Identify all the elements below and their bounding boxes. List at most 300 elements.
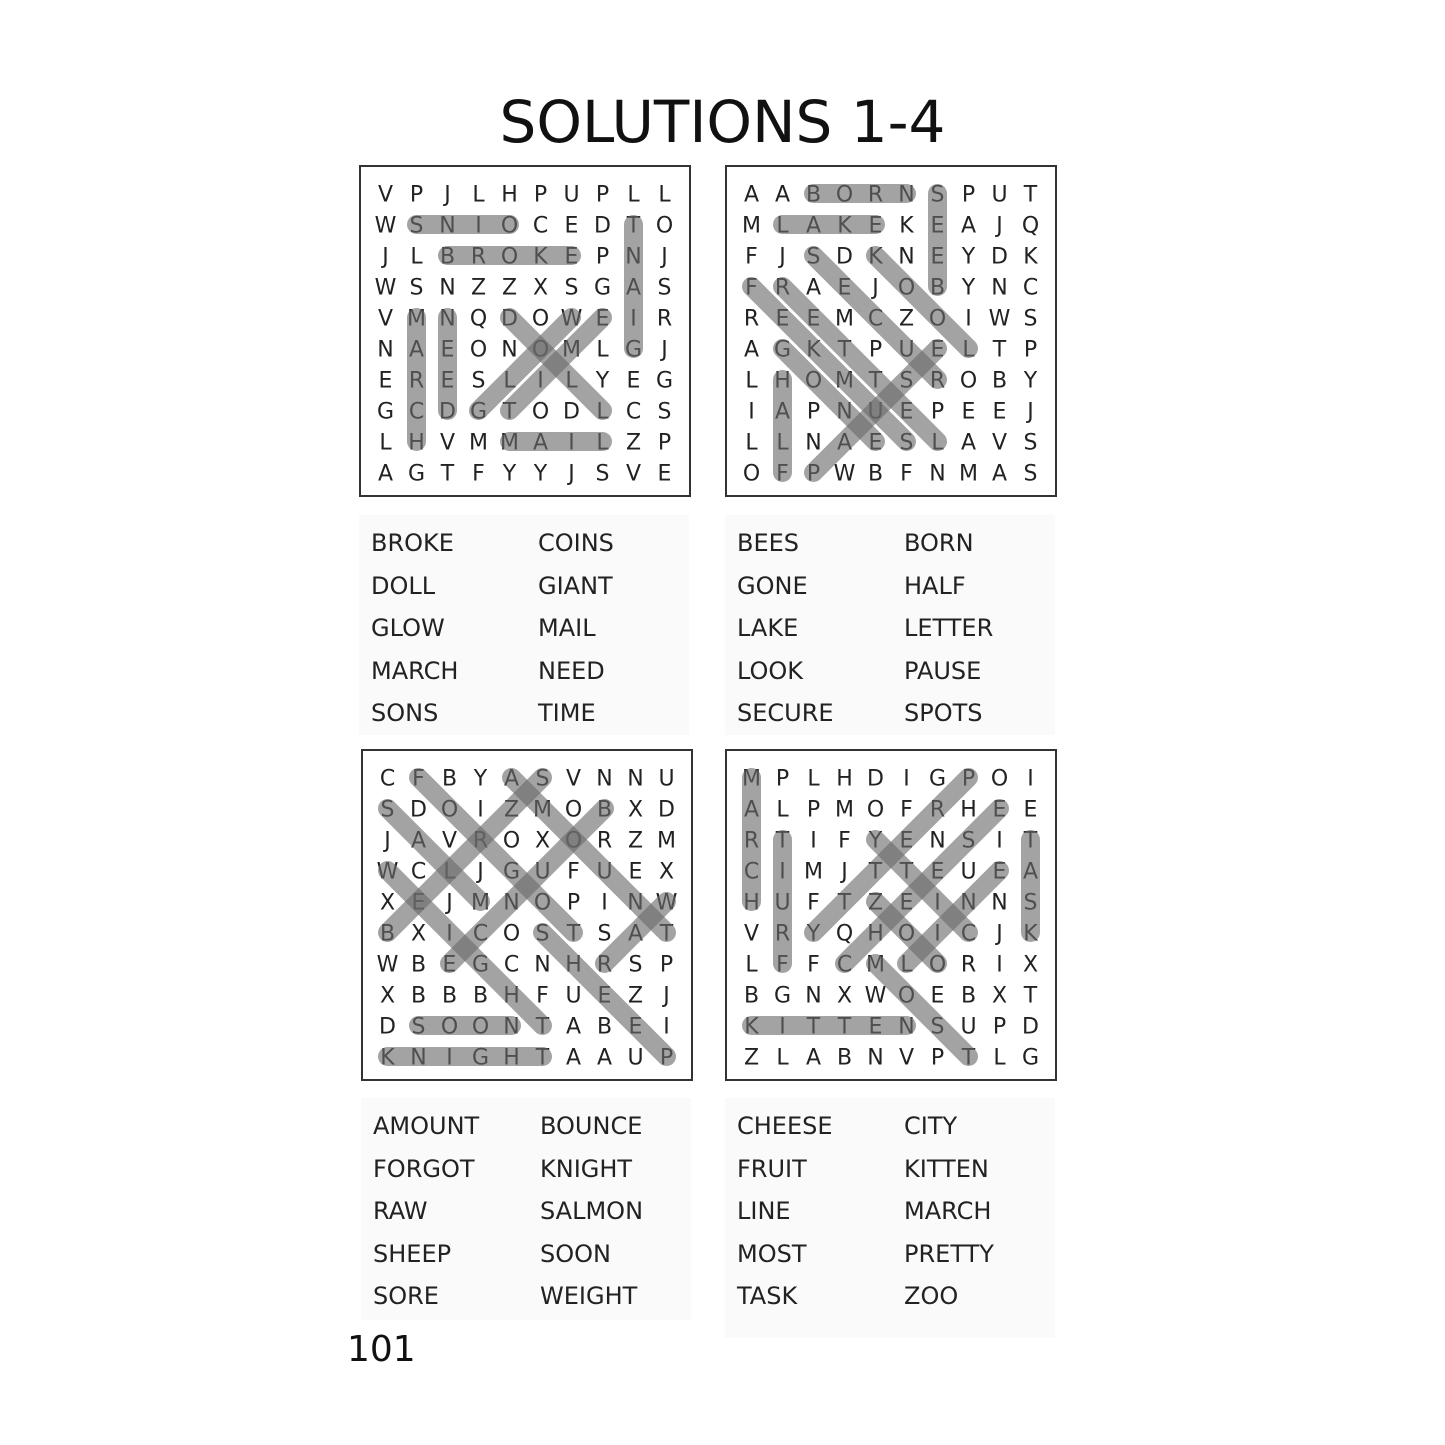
grid-letter: U	[563, 182, 580, 208]
grid-letter: E	[595, 306, 610, 332]
grid-letter: L	[745, 430, 758, 456]
grid-letter: J	[477, 859, 484, 885]
grid-letter: T	[626, 213, 641, 239]
grid-letter: I	[663, 1014, 670, 1040]
grid-letter: F	[838, 828, 851, 854]
grid-letter: Z	[627, 983, 644, 1009]
grid-letter: G	[407, 461, 426, 487]
grid-letter: E	[378, 368, 393, 394]
grid-letter: W	[376, 952, 399, 978]
grid-letter: A	[532, 430, 549, 456]
grid-letter: A	[774, 182, 791, 208]
word-list-item: MAIL	[538, 614, 596, 642]
grid-letter: P	[595, 182, 610, 208]
grid-letter: M	[500, 430, 519, 456]
grid-letter: L	[658, 182, 671, 208]
word-list-item: ZOO	[904, 1282, 959, 1310]
grid-letter: I	[934, 890, 941, 916]
grid-letter: P	[961, 182, 976, 208]
grid-letter: M	[407, 306, 426, 332]
grid-letter: J	[661, 244, 668, 270]
grid-letter: C	[532, 213, 549, 239]
grid-letter: O	[469, 337, 488, 363]
grid-letter: B	[743, 983, 760, 1009]
grid-letter: D	[836, 244, 853, 270]
grid-letter: B	[991, 368, 1008, 394]
grid-letter: I	[810, 828, 817, 854]
grid-letter: C	[743, 859, 760, 885]
grid-letter: B	[929, 275, 946, 301]
grid-letter: A	[625, 275, 642, 301]
grid-letter: T	[868, 859, 883, 885]
grid-letter: C	[472, 921, 489, 947]
grid-letter: N	[627, 766, 644, 792]
grid-letter: E	[992, 797, 1007, 823]
grid-letter: R	[472, 828, 489, 854]
grid-letter: Z	[898, 306, 915, 332]
word-list-item: PAUSE	[904, 656, 982, 685]
grid-letter: W	[864, 983, 887, 1009]
grid-letter: I	[630, 306, 637, 332]
grid-letter: T	[868, 368, 883, 394]
grid-letter: Q	[1021, 213, 1040, 239]
grid-letter: O	[440, 797, 459, 823]
grid-letter: I	[779, 859, 786, 885]
grid-letter: N	[625, 244, 642, 270]
word-list-item: NEED	[538, 656, 605, 685]
grid-letter: M	[533, 797, 552, 823]
grid-letter: W	[560, 306, 583, 332]
grid-svg	[727, 167, 1055, 495]
grid-letter: L	[596, 399, 609, 425]
grid-letter: F	[776, 952, 789, 978]
grid-letter: E	[930, 859, 945, 885]
word-list-item: TIME	[538, 699, 596, 727]
grid-letter: E	[597, 983, 612, 1009]
grid-letter: P	[659, 952, 674, 978]
grid-letter: U	[658, 766, 675, 792]
word-list-item: SORE	[373, 1282, 439, 1310]
grid-letter: J	[996, 921, 1003, 947]
grid-letter: N	[501, 337, 518, 363]
grid-letter: E	[930, 983, 945, 1009]
grid-letter: C	[625, 399, 642, 425]
grid-letter: I	[779, 1014, 786, 1040]
grid-letter: Y	[961, 244, 976, 270]
grid-letter: Z	[625, 430, 642, 456]
grid-letter: J	[384, 828, 391, 854]
grid-letter: D	[867, 766, 884, 792]
grid-letter: F	[472, 461, 485, 487]
grid-letter: S	[930, 182, 945, 208]
word-list-2	[725, 515, 1055, 735]
grid-letter: X	[379, 890, 396, 916]
grid-letter: K	[899, 213, 914, 239]
grid-letter: B	[867, 461, 884, 487]
grid-letter: H	[503, 1045, 520, 1071]
grid-letter: E	[626, 368, 641, 394]
grid-letter: W	[988, 306, 1011, 332]
grid-letter: R	[929, 368, 946, 394]
grid-letter: S	[535, 921, 550, 947]
grid-letter: O	[471, 1014, 490, 1040]
word-list-item: FORGOT	[373, 1154, 475, 1183]
word-list-item: LINE	[737, 1197, 791, 1225]
grid-letter: E	[868, 430, 883, 456]
grid-letter: N	[991, 275, 1008, 301]
grid-letter: U	[627, 1045, 644, 1071]
grid-letter: I	[996, 952, 1003, 978]
grid-letter: S	[961, 828, 976, 854]
word-list-4	[725, 1098, 1055, 1338]
grid-letter: J	[446, 890, 453, 916]
grid-letter: S	[930, 1014, 945, 1040]
grid-letter: D	[563, 399, 580, 425]
grid-letter: A	[991, 461, 1008, 487]
grid-letter: N	[805, 983, 822, 1009]
grid-letter: O	[990, 766, 1009, 792]
grid-letter: J	[568, 461, 575, 487]
grid-letter: Y	[806, 921, 821, 947]
puzzle-grid-4	[725, 749, 1057, 1081]
grid-letter: N	[960, 890, 977, 916]
grid-letter: I	[477, 797, 484, 823]
grid-letter: R	[408, 368, 425, 394]
grid-letter: O	[897, 983, 916, 1009]
grid-letter: O	[959, 368, 978, 394]
grid-letter: Y	[868, 828, 883, 854]
grid-letter: O	[531, 399, 550, 425]
grid-letter: S	[628, 952, 643, 978]
grid-letter: A	[503, 766, 520, 792]
grid-letter: G	[469, 399, 488, 425]
grid-letter: E	[899, 399, 914, 425]
grid-letter: B	[472, 983, 489, 1009]
word-list-1	[359, 515, 689, 735]
grid-letter: O	[564, 797, 583, 823]
grid-letter: M	[742, 766, 761, 792]
word-list-item: GLOW	[371, 614, 445, 642]
grid-letter: A	[627, 921, 644, 947]
grid-letter: E	[1023, 797, 1038, 823]
grid-letter: O	[500, 213, 519, 239]
grid-letter: N	[596, 766, 613, 792]
grid-letter: M	[835, 306, 854, 332]
grid-letter: W	[833, 461, 856, 487]
grid-letter: O	[531, 306, 550, 332]
grid-letter: X	[991, 983, 1008, 1009]
grid-letter: L	[596, 430, 609, 456]
grid-letter: M	[866, 952, 885, 978]
grid-letter: E	[440, 368, 455, 394]
grid-letter: X	[379, 983, 396, 1009]
grid-letter: E	[775, 306, 790, 332]
word-list-item: SALMON	[540, 1197, 644, 1225]
word-list-item: FRUIT	[737, 1154, 807, 1183]
grid-letter: H	[408, 430, 425, 456]
grid-letter: A	[596, 1045, 613, 1071]
grid-letter: D	[658, 797, 675, 823]
grid-letter: W	[374, 275, 397, 301]
grid-letter: N	[410, 1045, 427, 1071]
grid-letter: N	[898, 244, 915, 270]
grid-letter: T	[837, 890, 852, 916]
grid-letter: J	[382, 244, 389, 270]
grid-svg	[727, 751, 1055, 1079]
grid-letter: L	[472, 182, 485, 208]
grid-letter: S	[411, 1014, 426, 1040]
grid-letter: P	[868, 337, 883, 363]
grid-letter: I	[1027, 766, 1034, 792]
grid-letter: P	[930, 1045, 945, 1071]
grid-letter: M	[562, 337, 581, 363]
grid-letter: T	[961, 1045, 976, 1071]
grid-letter: N	[439, 306, 456, 332]
grid-letter: D	[1022, 1014, 1039, 1040]
grid-letter: E	[992, 859, 1007, 885]
grid-letter: S	[409, 275, 424, 301]
grid-letter: F	[807, 890, 820, 916]
grid-letter: A	[805, 213, 822, 239]
grid-letter: P	[657, 430, 672, 456]
grid-letter: O	[835, 182, 854, 208]
grid-letter: R	[470, 244, 487, 270]
grid-svg	[361, 167, 689, 495]
grid-letter: B	[596, 1014, 613, 1040]
highlight-most	[876, 964, 969, 1057]
grid-letter: I	[446, 1045, 453, 1071]
grid-letter: B	[410, 983, 427, 1009]
grid-letter: O	[502, 921, 521, 947]
grid-letter: Y	[533, 461, 548, 487]
grid-letter: L	[443, 859, 456, 885]
word-list-item: TASK	[737, 1282, 798, 1310]
grid-letter: C	[836, 952, 853, 978]
word-list-item: WEIGHT	[540, 1282, 638, 1310]
grid-letter: N	[867, 1045, 884, 1071]
grid-letter: S	[535, 766, 550, 792]
grid-letter: L	[776, 1045, 789, 1071]
grid-letter: M	[469, 430, 488, 456]
grid-letter: T	[535, 1045, 550, 1071]
grid-letter: T	[659, 921, 674, 947]
grid-letter: S	[657, 399, 672, 425]
grid-letter: E	[868, 1014, 883, 1040]
grid-letter: N	[439, 275, 456, 301]
grid-letter: G	[773, 983, 792, 1009]
grid-letter: A	[1022, 859, 1039, 885]
word-list-item: KITTEN	[904, 1154, 989, 1183]
grid-letter: S	[1023, 461, 1038, 487]
grid-letter: E	[961, 399, 976, 425]
grid-letter: T	[502, 399, 517, 425]
grid-letter: A	[408, 337, 425, 363]
grid-letter: E	[806, 306, 821, 332]
grid-letter: E	[657, 461, 672, 487]
grid-letter: A	[805, 275, 822, 301]
grid-letter: D	[991, 244, 1008, 270]
grid-letter: O	[564, 828, 583, 854]
grid-letter: R	[774, 921, 791, 947]
grid-letter: I	[965, 306, 972, 332]
word-list-item: LOOK	[737, 656, 804, 685]
puzzle-grid-3	[361, 749, 693, 1081]
grid-letter: U	[898, 337, 915, 363]
grid-letter: O	[500, 244, 519, 270]
grid-letter: X	[410, 921, 427, 947]
grid-letter: G	[471, 952, 490, 978]
grid-letter: C	[408, 399, 425, 425]
grid-letter: S	[806, 244, 821, 270]
grid-letter: A	[565, 1014, 582, 1040]
word-list-item: BEES	[737, 529, 800, 557]
grid-letter: U	[774, 890, 791, 916]
grid-letter: X	[627, 797, 644, 823]
grid-letter: Y	[502, 461, 517, 487]
grid-letter: L	[379, 430, 392, 456]
grid-letter: B	[379, 921, 396, 947]
grid-letter: S	[1023, 890, 1038, 916]
grid-letter: I	[446, 921, 453, 947]
grid-letter: E	[628, 859, 643, 885]
grid-letter: T	[899, 859, 914, 885]
grid-letter: L	[565, 368, 578, 394]
grid-letter: Y	[1023, 368, 1038, 394]
grid-letter: E	[930, 244, 945, 270]
grid-letter: T	[1023, 182, 1038, 208]
grid-letter: H	[565, 952, 582, 978]
grid-letter: J	[661, 337, 668, 363]
grid-letter: S	[409, 213, 424, 239]
grid-letter: H	[501, 182, 518, 208]
grid-letter: B	[836, 1045, 853, 1071]
grid-letter: I	[601, 890, 608, 916]
grid-letter: F	[900, 461, 913, 487]
word-list-item: CHEESE	[737, 1112, 833, 1140]
word-list-item: SOON	[540, 1239, 611, 1268]
grid-letter: E	[837, 275, 852, 301]
word-list-item: BROKE	[371, 529, 454, 557]
grid-letter: R	[774, 275, 791, 301]
grid-letter: S	[597, 921, 612, 947]
grid-letter: F	[900, 797, 913, 823]
word-list-item: SPOTS	[904, 699, 983, 727]
grid-letter: K	[380, 1045, 395, 1071]
grid-letter: E	[440, 337, 455, 363]
grid-letter: X	[532, 275, 549, 301]
grid-letter: G	[773, 337, 792, 363]
grid-letter: A	[410, 828, 427, 854]
grid-letter: K	[868, 244, 883, 270]
grid-letter: B	[441, 983, 458, 1009]
page-title: SOLUTIONS 1-4	[499, 88, 946, 156]
grid-letter: C	[960, 921, 977, 947]
grid-letter: S	[1023, 306, 1038, 332]
grid-letter: V	[439, 430, 456, 456]
grid-letter: V	[743, 921, 760, 947]
grid-letter: S	[380, 797, 395, 823]
grid-letter: N	[627, 890, 644, 916]
grid-letter: O	[531, 337, 550, 363]
word-list-item: SECURE	[737, 699, 834, 727]
grid-letter: D	[410, 797, 427, 823]
grid-letter: H	[503, 983, 520, 1009]
grid-letter: N	[805, 430, 822, 456]
grid-letter: R	[929, 797, 946, 823]
grid-letter: A	[960, 430, 977, 456]
grid-letter: J	[1027, 399, 1034, 425]
grid-letter: U	[991, 182, 1008, 208]
grid-letter: C	[503, 952, 520, 978]
grid-letter: F	[567, 859, 580, 885]
grid-letter: M	[959, 461, 978, 487]
grid-letter: Q	[835, 921, 854, 947]
grid-letter: O	[928, 306, 947, 332]
word-list-item: GIANT	[538, 571, 613, 600]
grid-letter: G	[376, 399, 395, 425]
grid-letter: X	[1022, 952, 1039, 978]
word-list-item: KNIGHT	[540, 1154, 633, 1183]
grid-letter: A	[743, 797, 760, 823]
grid-letter: V	[625, 461, 642, 487]
grid-letter: E	[899, 890, 914, 916]
grid-letter: T	[566, 921, 581, 947]
grid-letter: S	[899, 430, 914, 456]
grid-letter: N	[898, 182, 915, 208]
grid-letter: A	[565, 1045, 582, 1071]
grid-letter: C	[410, 859, 427, 885]
grid-letter: F	[745, 244, 758, 270]
grid-letter: O	[655, 213, 674, 239]
grid-letter: O	[897, 921, 916, 947]
grid-letter: Z	[501, 275, 518, 301]
word-list-item: CITY	[904, 1112, 958, 1140]
grid-letter: E	[628, 1014, 643, 1040]
grid-letter: E	[992, 399, 1007, 425]
grid-letter: W	[374, 213, 397, 239]
grid-letter: P	[930, 399, 945, 425]
grid-letter: P	[806, 399, 821, 425]
grid-letter: Q	[469, 306, 488, 332]
grid-letter: U	[596, 859, 613, 885]
word-list-item: BORN	[904, 529, 974, 557]
grid-letter: P	[961, 766, 976, 792]
grid-letter: L	[776, 430, 789, 456]
grid-letter: I	[748, 399, 755, 425]
grid-letter: R	[743, 306, 760, 332]
grid-letter: D	[594, 213, 611, 239]
grid-letter: U	[867, 399, 884, 425]
puzzle-grid-2	[725, 165, 1057, 497]
grid-letter: F	[807, 952, 820, 978]
grid-letter: H	[960, 797, 977, 823]
grid-letter: E	[899, 828, 914, 854]
grid-letter: C	[379, 766, 396, 792]
word-list-item: MARCH	[904, 1197, 992, 1225]
grid-letter: B	[441, 766, 458, 792]
grid-letter: U	[960, 1014, 977, 1040]
grid-letter: R	[960, 952, 977, 978]
word-list-item: COINS	[538, 529, 614, 557]
grid-letter: W	[655, 890, 678, 916]
grid-letter: M	[657, 828, 676, 854]
grid-letter: P	[992, 1014, 1007, 1040]
word-list-item: GONE	[737, 571, 808, 600]
grid-letter: L	[962, 337, 975, 363]
grid-letter: C	[867, 306, 884, 332]
grid-letter: S	[471, 368, 486, 394]
word-list-item: DOLL	[371, 571, 436, 600]
